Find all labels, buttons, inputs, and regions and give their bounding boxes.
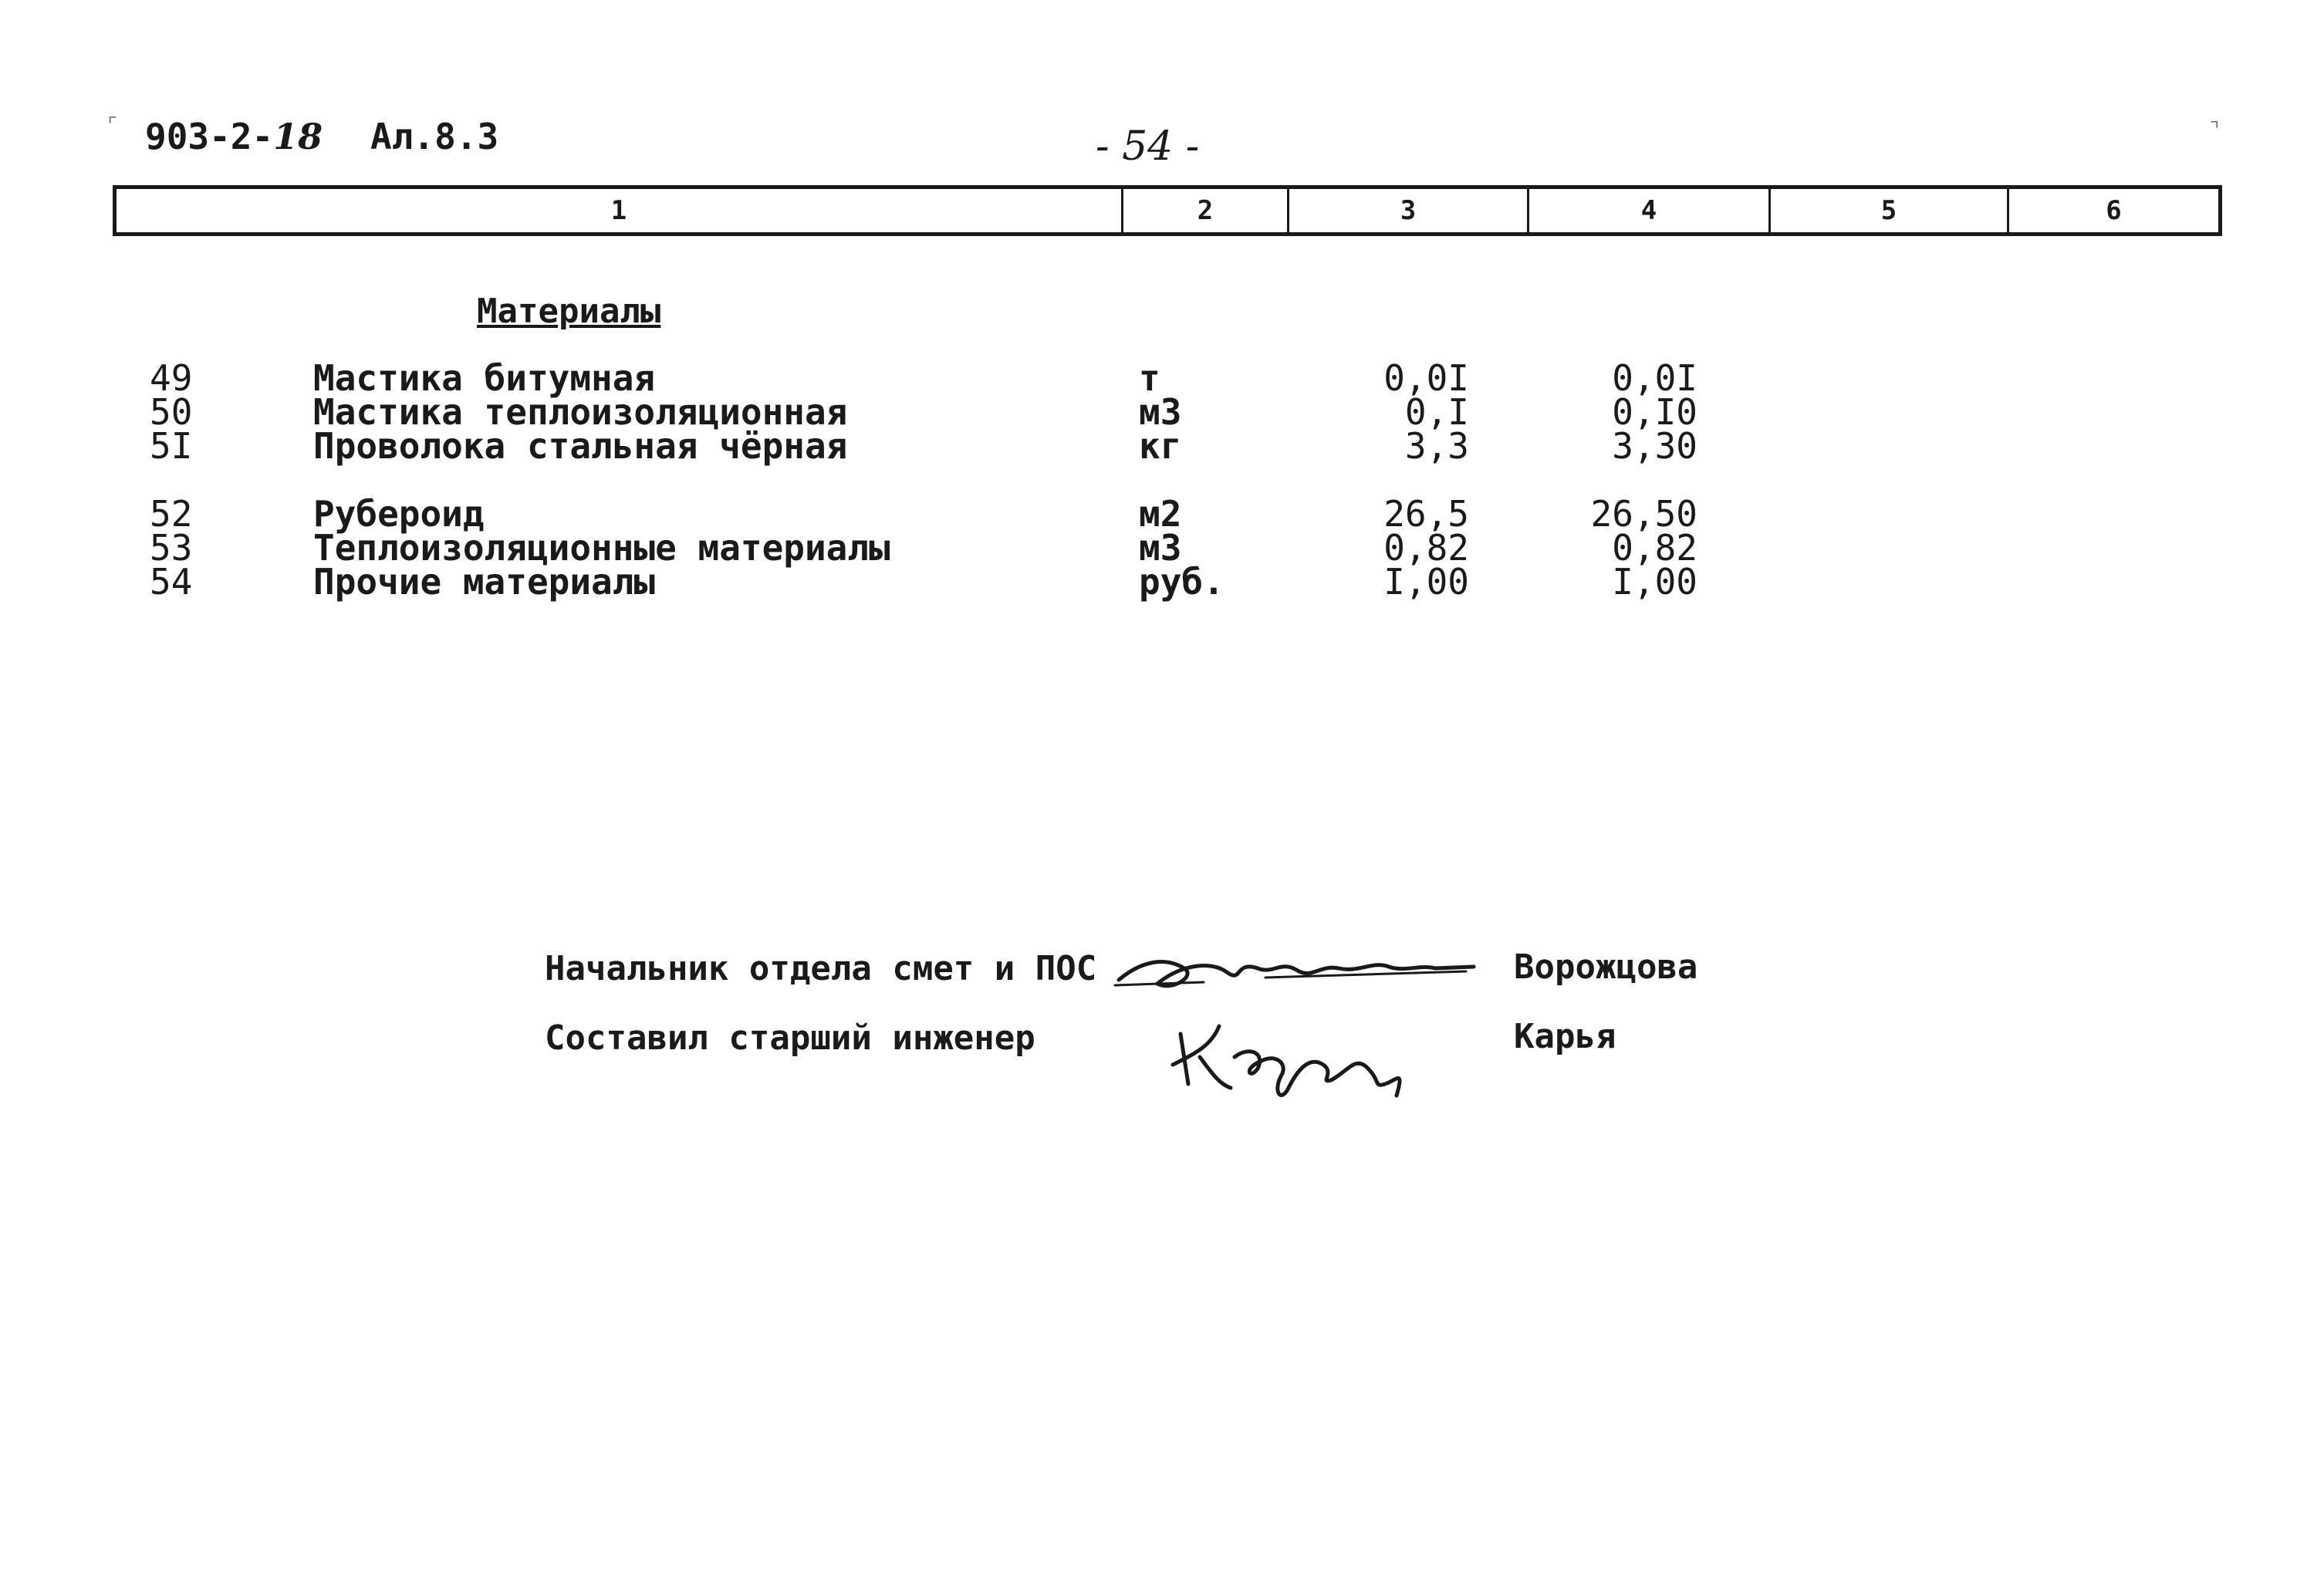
row-col4-value: 0,82 [1612,527,1697,569]
row-unit: м2 [1139,493,1182,535]
signatory-name-engineer: Карья [1514,1017,1616,1056]
handwritten-signature-2 [1165,1011,1420,1111]
materials-list [0,357,2324,603]
document-number-suffix: 18 [273,116,323,157]
corner-mark-right: ⌝ [2208,117,2221,140]
row-col4-value: 26,50 [1590,493,1697,535]
row-col3-value: 26,5 [1383,493,1469,535]
row-unit: м3 [1139,391,1182,433]
row-unit: т [1139,357,1160,399]
row-name: Теплоизоляционные материалы [313,527,890,569]
row-col3-value: 0,82 [1383,527,1469,569]
section-title: Материалы [477,292,661,331]
row-col3-value: 0,0I [1383,357,1469,399]
row-col4-value: 0,I0 [1612,391,1697,433]
row-col3-value: 3,3 [1404,425,1469,467]
document-number-prefix: 903-2- [145,116,274,157]
row-number: 5I [150,425,193,467]
row-name: Рубероид [313,493,485,535]
row-name: Мастика битумная [313,357,656,399]
row-col3-value: I,00 [1383,561,1469,603]
column-header-3: 3 [1289,189,1529,232]
table-row [0,493,2324,535]
row-col3-value: 0,I [1404,391,1469,433]
row-number: 50 [150,391,193,433]
page-number: - 54 - [1096,123,1200,170]
row-number: 53 [150,527,193,569]
column-header-6: 6 [2106,195,2122,226]
signatory-role-head: Начальник отдела смет и ПОС [545,949,1097,988]
column-header-1: 1 [117,189,1123,232]
album-label: Ал.8.3 [370,116,499,157]
table-row [0,357,2324,399]
signatory-role-engineer: Составил старший инженер [545,1018,1035,1058]
row-unit: м3 [1139,527,1182,569]
row-col4-value: 3,30 [1612,425,1697,467]
table-row [0,527,2324,569]
row-unit: кг [1139,425,1182,467]
row-col4-value: I,00 [1612,561,1697,603]
signatory-name-head: Ворожцова [1514,947,1698,987]
handwritten-signature-1 [1111,937,1481,1007]
row-col4-value: 0,0I [1612,357,1697,399]
row-number: 49 [150,357,193,399]
row-number: 54 [150,561,193,603]
row-number: 52 [150,493,193,535]
table-row [0,391,2324,433]
column-header-4: 4 [1529,189,1771,232]
column-header-2: 2 [1123,189,1289,232]
column-header-row [113,185,2222,236]
column-header-5: 5 [1771,189,2009,232]
row-name: Проволока стальная чёрная [313,425,848,467]
table-row [0,561,2324,603]
document-number [145,116,323,157]
table-row [0,425,2324,467]
row-unit: руб. [1139,561,1224,603]
corner-mark-left: ⌜ [106,113,119,136]
row-name: Прочие материалы [313,561,656,603]
row-name: Мастика теплоизоляционная [313,391,848,433]
